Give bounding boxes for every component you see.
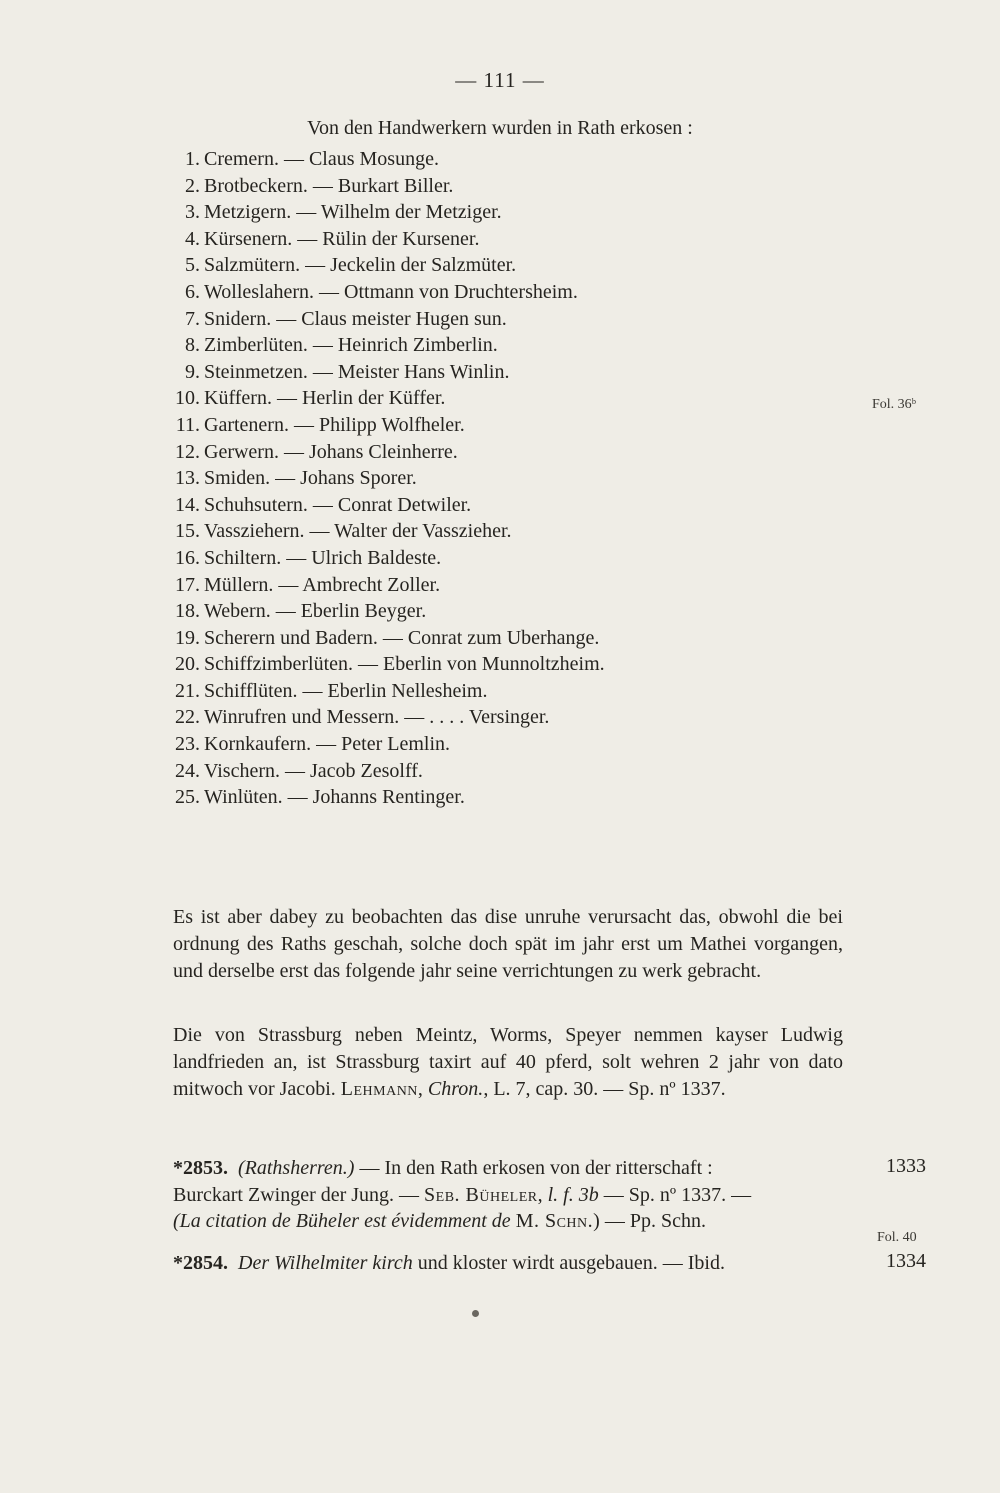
paragraph-unruhe: Es ist aber dabey zu beobachten das dise unruhe verursacht das, obwohl die bei ordnung des Raths geschah, solche doch spät im jahr erst um Mathei vorgangen, und derselbe erst das folgende jahr seine verrichtungen zu werk gebracht. xyxy=(173,906,843,982)
list-item xyxy=(160,332,720,359)
list-item-number: 18. xyxy=(175,600,200,623)
list-item xyxy=(160,385,720,412)
list-item xyxy=(160,306,720,333)
page-number: — 111 — xyxy=(455,68,545,92)
list-item xyxy=(160,465,720,492)
list-item xyxy=(160,625,720,652)
list-item-text: Kornkaufern. — Peter Lemlin. xyxy=(204,733,451,756)
list-item-text: Schifflüten. — Eberlin Nellesheim. xyxy=(204,679,488,702)
list-item xyxy=(160,704,720,731)
list-item-text: Müllern. — Ambrecht Zoller. xyxy=(204,573,441,596)
list-item xyxy=(160,492,720,519)
list-item-text: Scherern und Badern. — Conrat zum Uberhange. xyxy=(204,626,600,649)
citation-work: Chron. xyxy=(427,1077,484,1100)
list-item-number: 1. xyxy=(185,148,200,170)
list-item-number: 21. xyxy=(175,679,200,702)
list-item xyxy=(160,758,720,785)
list-item-number: 16. xyxy=(175,546,200,569)
entry-2853: *2853. (Rathsherren.) — In den Rath erkosen von der ritterschaft : Burckart Zwinger der Jung. — Seb. Büheler, l. f. 3b — Sp. nº 1337. — (La citation de Büheler est évidemment de M. Schn.) — Pp. Schn. xyxy=(173,1157,752,1233)
entry-title: Der Wilhelmiter kirch xyxy=(238,1252,413,1274)
entry-number: *2854. xyxy=(173,1252,228,1274)
list-item-text: Vassziehern. — Walter der Vasszieher. xyxy=(204,520,512,543)
list-item-number: 9. xyxy=(185,360,200,383)
list-item-text: Metzigern. — Wilhelm der Metziger. xyxy=(204,201,502,224)
list-item-number: 23. xyxy=(175,733,200,756)
entry-text: und kloster wirdt ausgebauen. — Ibid. xyxy=(412,1252,725,1274)
list-item xyxy=(160,252,720,279)
list-item xyxy=(160,173,720,200)
list-item xyxy=(160,359,720,386)
list-item-text: Zimberlüten. — Heinrich Zimberlin. xyxy=(204,334,498,357)
list-item-text: Schiltern. — Ulrich Baldeste. xyxy=(204,546,442,569)
editor-name: M. Schn. xyxy=(515,1210,594,1233)
entry-2854 xyxy=(173,1250,843,1277)
list-item-text: Winrufren und Messern. — . . . . Versinger. xyxy=(204,706,550,729)
list-item-number: 5. xyxy=(185,254,200,277)
ink-dot xyxy=(472,1310,479,1317)
list-item-text: Smiden. — Johans Sporer. xyxy=(204,467,417,490)
list-item xyxy=(160,678,720,705)
list-item-text: Wolleslahern. — Ottmann von Druchtersheim. xyxy=(204,280,578,303)
list-item xyxy=(160,572,720,599)
margin-fol-36b: Fol. 36ᵇ xyxy=(872,397,917,412)
intro-line: Von den Handwerkern wurden in Rath erkosen : xyxy=(307,117,693,139)
editor-note: (La citation de Büheler est évidemment de xyxy=(173,1210,511,1233)
list-item-text: Gartenern. — Philipp Wolfheler. xyxy=(204,413,465,436)
list-item-text: Brotbeckern. — Burkart Biller. xyxy=(204,174,454,197)
list-item xyxy=(160,518,720,545)
source-ref: l. f. 3b xyxy=(547,1183,599,1206)
list-item-number: 15. xyxy=(175,520,200,543)
list-item-number: 24. xyxy=(175,759,200,782)
list-item-text: Cremern. — Claus Mosunge. xyxy=(204,148,439,170)
list-item xyxy=(160,279,720,306)
margin-year-1333: 1333 xyxy=(886,1155,926,1177)
list-item-number: 6. xyxy=(185,280,200,303)
list-item-text: Kürsenern. — Rülin der Kursener. xyxy=(204,227,480,250)
landfrieden-text: Die von Strassburg neben Meintz, Worms, Speyer nemmen kayser Ludwig landfrieden an, ist Strassburg taxirt auf 40 pferd, solt wehren 2 jahr von dato mitwoch vor Jacobi. xyxy=(173,1024,843,1100)
list-item-number: 22. xyxy=(175,706,200,729)
list-item-text: Schuhsutern. — Conrat Detwiler. xyxy=(204,493,472,516)
list-item xyxy=(160,784,720,811)
list-item-text: Gerwern. — Johans Cleinherre. xyxy=(204,440,458,463)
list-item-number: 3. xyxy=(185,201,200,224)
entry-title: (Rathsherren.) xyxy=(238,1157,355,1179)
craftsmen-list xyxy=(160,146,720,811)
list-item-text: Steinmetzen. — Meister Hans Winlin. xyxy=(204,360,510,383)
entry-text: — In den Rath erkosen von der ritterschaft : xyxy=(354,1157,713,1179)
list-item xyxy=(160,598,720,625)
list-item-number: 7. xyxy=(185,307,200,330)
entry-text-2: Burckart Zwinger der Jung. — xyxy=(173,1183,425,1206)
list-item-number: 13. xyxy=(175,467,200,490)
list-item-number: 19. xyxy=(175,626,200,649)
citation-author: Lehmann xyxy=(340,1077,418,1100)
list-item-number: 10. xyxy=(175,387,200,410)
list-item-number: 20. xyxy=(175,653,200,676)
list-item-text: Vischern. — Jacob Zesolff. xyxy=(204,759,423,782)
list-item xyxy=(160,651,720,678)
citation-ref: , L. 7, cap. 30. — Sp. nº 1337. xyxy=(483,1077,726,1100)
list-item-number: 17. xyxy=(175,573,200,596)
list-item-text: Webern. — Eberlin Beyger. xyxy=(204,600,427,623)
list-item-number: 14. xyxy=(175,493,200,516)
entry-number: *2853. xyxy=(173,1157,228,1179)
margin-year-1334: 1334 xyxy=(886,1250,926,1272)
list-item xyxy=(160,731,720,758)
list-item-text: Winlüten. — Johanns Rentinger. xyxy=(204,786,465,809)
list-item xyxy=(160,199,720,226)
list-item xyxy=(160,439,720,466)
list-item-text: Snidern. — Claus meister Hugen sun. xyxy=(204,307,507,330)
list-item-number: 4. xyxy=(185,227,200,250)
list-item-number: 12. xyxy=(175,440,200,463)
list-item-number: 8. xyxy=(185,334,200,357)
source-rest: — Sp. nº 1337. — xyxy=(598,1183,752,1206)
source-author: Seb. Büheler xyxy=(424,1183,538,1206)
list-item-text: Salzmütern. — Jeckelin der Salzmüter. xyxy=(204,254,517,277)
list-item-number: 11. xyxy=(175,413,200,436)
paragraph-landfrieden: Die von Strassburg neben Meintz, Worms, Speyer nemmen kayser Ludwig landfrieden an, ist Strassburg taxirt auf 40 pferd, solt wehren 2 jahr von dato mitwoch vor Jacobi. Lehmann, Chron., L. 7, cap. 30. — Sp. nº 1337. xyxy=(173,1024,843,1100)
margin-fol-40: Fol. 40 xyxy=(877,1230,917,1245)
list-item-text: Küffern. — Herlin der Küffer. xyxy=(204,387,446,410)
list-item xyxy=(160,412,720,439)
list-item xyxy=(160,226,720,253)
list-item xyxy=(160,545,720,572)
editor-note-end: ) — Pp. Schn. xyxy=(593,1210,706,1233)
list-item xyxy=(160,146,720,173)
list-item-number: 25. xyxy=(175,786,200,809)
list-item-text: Schiffzimberlüten. — Eberlin von Munnoltzheim. xyxy=(204,653,605,676)
list-item-number: 2. xyxy=(185,174,200,197)
